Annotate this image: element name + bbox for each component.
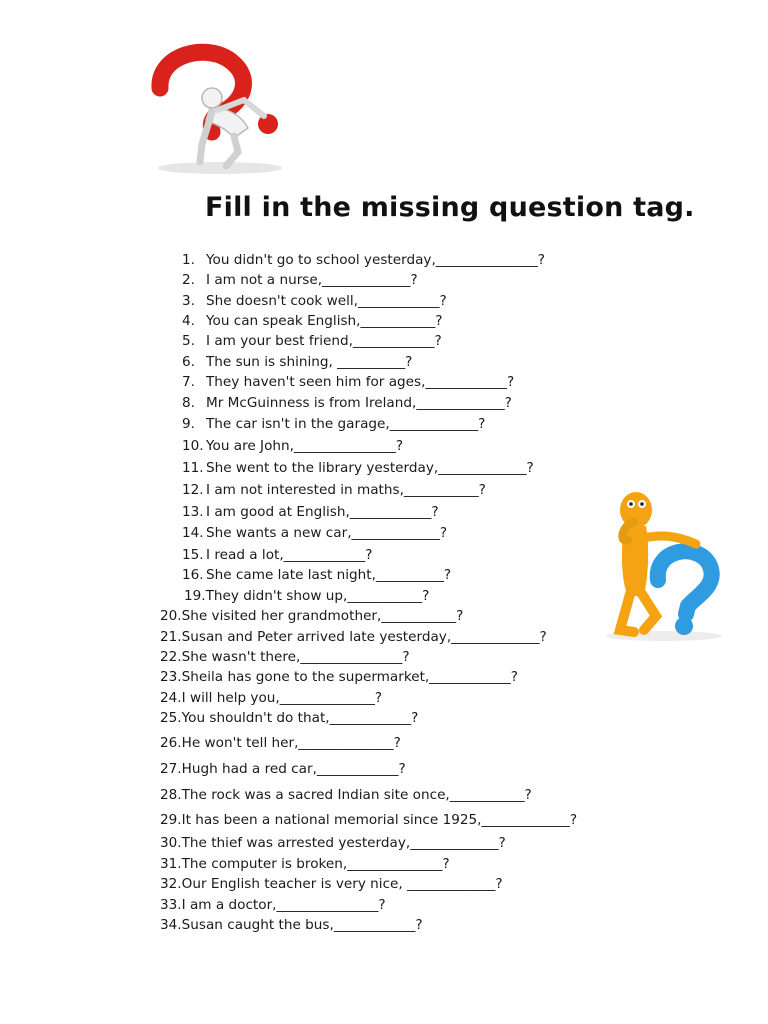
- question-number: 23.: [160, 669, 182, 685]
- question-item: [160, 709, 418, 727]
- question-number: 14.: [182, 525, 204, 541]
- question-text: She doesn't cook well,____________?: [206, 293, 447, 309]
- question-item: [182, 437, 403, 455]
- question-text: Hugh had a red car,____________?: [181, 761, 406, 777]
- question-text: I will help you,______________?: [181, 690, 383, 706]
- question-item: [160, 607, 463, 625]
- question-text: You didn't go to school yesterday,_______________?: [206, 252, 545, 268]
- question-number: 10.: [182, 438, 204, 454]
- question-item: [160, 896, 386, 914]
- question-number: 9.: [182, 416, 195, 432]
- question-number: 4.: [182, 313, 195, 329]
- question-item: [182, 312, 442, 330]
- question-item: [182, 251, 545, 269]
- question-text: You shouldn't do that,____________?: [181, 710, 419, 726]
- question-item: [160, 855, 450, 873]
- question-number: 22.: [160, 649, 182, 665]
- question-text: The thief was arrested yesterday,_____________?: [181, 835, 506, 851]
- question-item: [182, 353, 412, 371]
- question-text: She went to the library yesterday,_____________?: [206, 460, 534, 476]
- question-number: 25.: [160, 710, 182, 726]
- question-number: 28.: [160, 787, 182, 803]
- question-number: 8.: [182, 395, 195, 411]
- question-number: 21.: [160, 629, 182, 645]
- question-text: Sheila has gone to the supermarket,____________?: [181, 669, 519, 685]
- question-item: [160, 916, 423, 934]
- question-item: [160, 734, 401, 752]
- question-text: The sun is shining, __________?: [206, 354, 413, 370]
- question-item: [160, 875, 503, 893]
- question-mark-carrier-figure-icon: [148, 40, 288, 180]
- question-item: [182, 524, 447, 542]
- question-item: [160, 668, 518, 686]
- question-number: 30.: [160, 835, 182, 851]
- question-item: [182, 566, 451, 584]
- question-item: [160, 786, 532, 804]
- question-text: You can speak English,___________?: [206, 313, 443, 329]
- question-number: 12.: [182, 482, 204, 498]
- question-number: 20.: [160, 608, 182, 624]
- question-text: Mr McGuinness is from Ireland,_____________?: [206, 395, 512, 411]
- question-item: [160, 689, 382, 707]
- question-item: [182, 332, 442, 350]
- question-number: 16.: [182, 567, 204, 583]
- question-item: [182, 373, 514, 391]
- worksheet-title: Fill in the missing question tag.: [205, 192, 695, 223]
- question-text: The computer is broken,______________?: [181, 856, 450, 872]
- question-text: I am not interested in maths,___________?: [206, 482, 486, 498]
- question-number: 5.: [182, 333, 195, 349]
- question-text: I am your best friend,____________?: [206, 333, 442, 349]
- question-text: I read a lot,____________?: [206, 547, 373, 563]
- question-number: 29.: [160, 812, 182, 828]
- question-item: [160, 811, 577, 829]
- question-item: [160, 834, 506, 852]
- question-number: 7.: [182, 374, 195, 390]
- question-number: 26.: [160, 735, 182, 751]
- question-text: She wasn't there,_______________?: [181, 649, 410, 665]
- question-item: [184, 587, 429, 605]
- question-text: Our English teacher is very nice, _____________?: [181, 876, 503, 892]
- question-text: He won't tell her,______________?: [181, 735, 401, 751]
- question-number: 11.: [182, 460, 204, 476]
- thinking-figure-question-mark-icon: [600, 484, 724, 644]
- question-number: 33.: [160, 897, 182, 913]
- question-number: 34.: [160, 917, 182, 933]
- question-item: [160, 760, 406, 778]
- question-item: [182, 481, 486, 499]
- question-item: [182, 459, 534, 477]
- question-number: 19.: [184, 588, 206, 604]
- question-item: [182, 394, 512, 412]
- question-text: You are John,_______________?: [206, 438, 404, 454]
- question-item: [160, 648, 410, 666]
- question-item: [182, 503, 439, 521]
- question-text: The car isn't in the garage,_____________?: [206, 416, 486, 432]
- question-number: 31.: [160, 856, 182, 872]
- question-number: 32.: [160, 876, 182, 892]
- question-number: 27.: [160, 761, 182, 777]
- question-text: It has been a national memorial since 1925,_____________?: [181, 812, 578, 828]
- question-text: I am good at English,____________?: [206, 504, 439, 520]
- question-text: I am not a nurse,_____________?: [206, 272, 418, 288]
- question-text: They didn't show up,___________?: [205, 588, 430, 604]
- question-text: I am a doctor,_______________?: [181, 897, 386, 913]
- question-number: 3.: [182, 293, 195, 309]
- question-item: [182, 292, 447, 310]
- question-text: They haven't seen him for ages,____________?: [206, 374, 515, 390]
- question-number: 24.: [160, 690, 182, 706]
- question-text: She wants a new car,_____________?: [206, 525, 448, 541]
- question-item: [182, 271, 418, 289]
- question-text: Susan and Peter arrived late yesterday,_____________?: [181, 629, 547, 645]
- question-text: Susan caught the bus,____________?: [181, 917, 423, 933]
- question-item: [182, 546, 372, 564]
- question-number: 6.: [182, 354, 195, 370]
- question-item: [182, 415, 485, 433]
- question-text: The rock was a sacred Indian site once,___________?: [181, 787, 532, 803]
- question-number: 1.: [182, 252, 195, 268]
- question-text: She came late last night,__________?: [206, 567, 452, 583]
- question-item: [160, 628, 547, 646]
- question-number: 13.: [182, 504, 204, 520]
- question-number: 15.: [182, 547, 204, 563]
- question-text: She visited her grandmother,___________?: [181, 608, 464, 624]
- question-number: 2.: [182, 272, 195, 288]
